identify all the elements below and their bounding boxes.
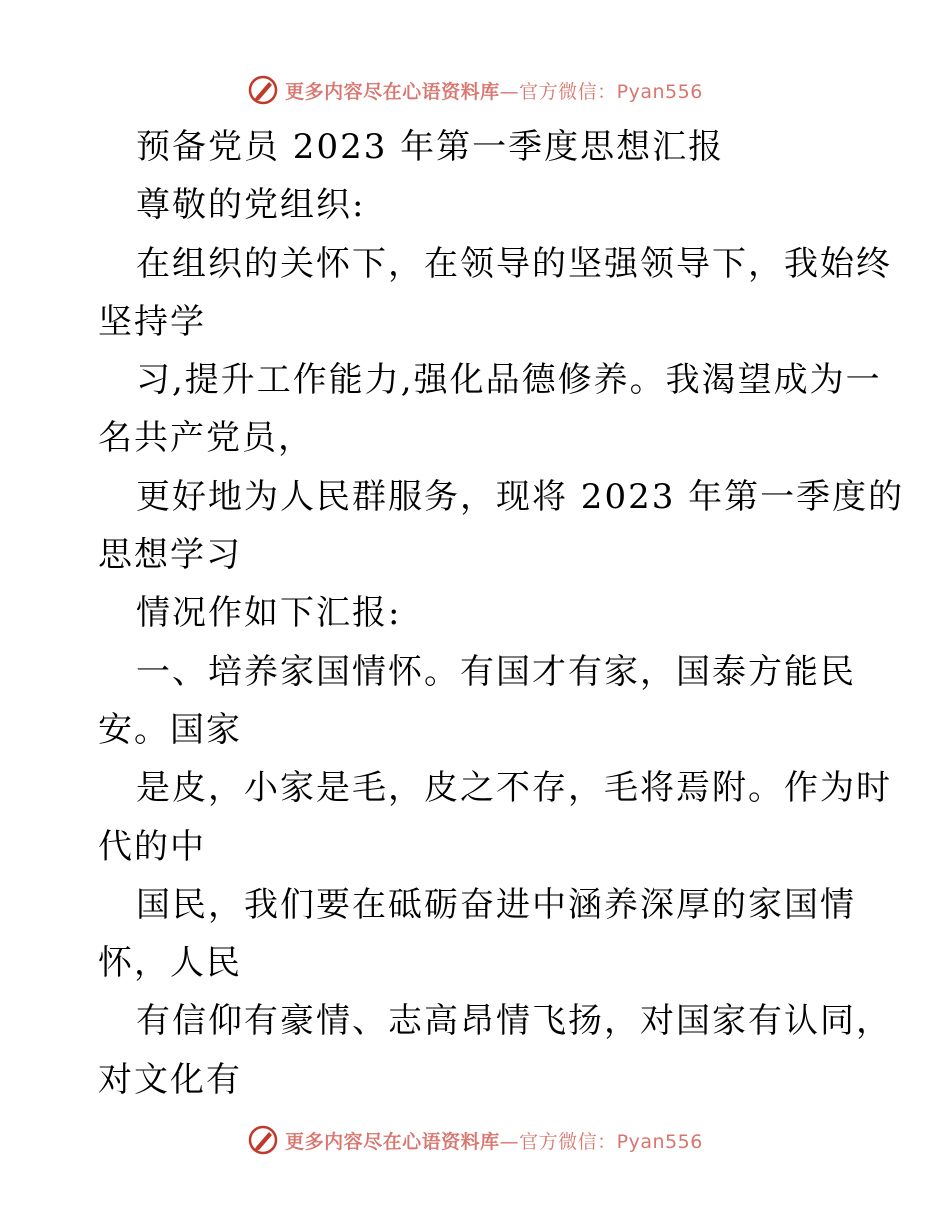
watermark-text [285, 1127, 703, 1154]
paragraph-line: 习,提升工作能力,强化品德修养。我渴望成为一 [136, 360, 882, 401]
paragraph-line: 思想学习 [98, 535, 242, 576]
paragraph-line: 国民，我们要在砥砺奋进中涵养深厚的家国情 [136, 884, 856, 925]
pen-logo-icon [247, 74, 279, 106]
watermark-wechat: —官方微信：Pyan556 [499, 80, 703, 103]
paragraph-line: 一、培养家国情怀。有国才有家，国泰方能民 [136, 651, 856, 692]
paragraph-line: 在组织的关怀下，在领导的坚强领导下，我始终 [136, 243, 892, 284]
document-title: 预备党员 2023 年第一季度思想汇报 [136, 127, 725, 167]
header-watermark [0, 70, 950, 110]
watermark-site: 更多内容尽在心语资料库 [285, 80, 500, 103]
paragraph-line: 代的中 [98, 826, 206, 867]
paragraph-line: 更好地为人民群服务，现将 2023 年第一季度的 [136, 476, 905, 517]
paragraph-line: 有信仰有豪情、志高昂情飞扬，对国家有认同， [136, 1001, 892, 1042]
paragraph-line: 是皮，小家是毛，皮之不存，毛将焉附。作为时 [136, 768, 892, 809]
watermark-text [285, 77, 703, 104]
watermark-wechat: —官方微信：Pyan556 [499, 1130, 703, 1153]
paragraph-line: 坚持学 [98, 301, 206, 342]
paragraph-line: 对文化有 [98, 1059, 242, 1100]
paragraph-line: 名共产党员， [98, 418, 314, 459]
salutation: 尊敬的党组织: [136, 185, 366, 226]
paragraph-line: 情况作如下汇报: [136, 593, 402, 634]
watermark-site: 更多内容尽在心语资料库 [285, 1130, 500, 1153]
footer-watermark [0, 1120, 950, 1160]
pen-logo-icon [247, 1124, 279, 1156]
document-body [98, 118, 905, 1109]
paragraph-line: 安。国家 [98, 709, 242, 750]
paragraph-line: 怀，人民 [98, 943, 242, 984]
